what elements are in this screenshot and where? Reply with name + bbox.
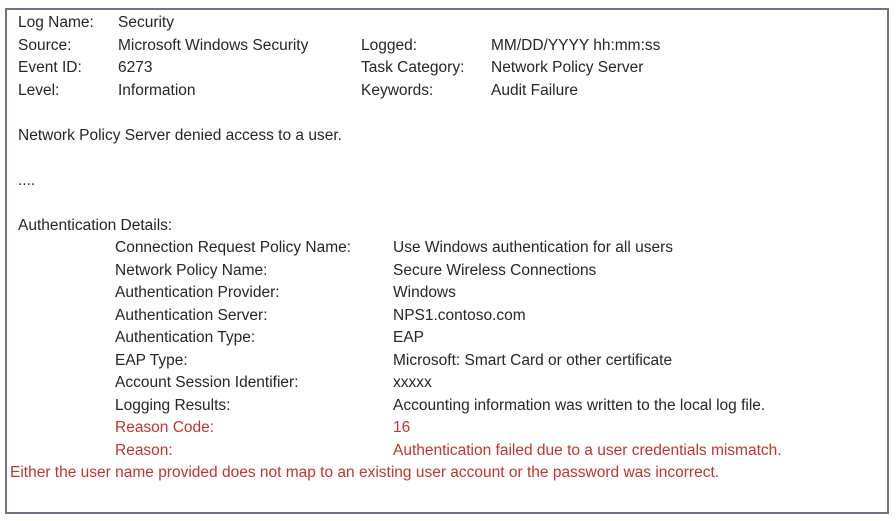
detail-label: Network Policy Name: [115,261,268,279]
event-log-frame [5,8,889,514]
spacer [10,147,887,170]
detail-value: Windows [393,284,456,301]
footer-note-line [10,462,887,485]
header-row-source [10,35,887,58]
event-id-value: 6273 [118,59,153,76]
detail-row-authentication-server [10,305,887,328]
reason-code-value: 16 [393,419,411,436]
detail-label: EAP Type: [115,351,188,369]
reason-footer-note: Either the user name provided does not map to an existing user account or the password was incorrect. [10,464,720,481]
authentication-details-title: Authentication Details: [18,216,173,234]
keywords-value: Audit Failure [491,81,579,99]
detail-label: Authentication Server: [115,306,268,324]
detail-row-eap-type [10,350,887,373]
detail-label: Connection Request Policy Name: [115,239,352,256]
header-row-event-id [10,57,887,80]
level-label: Level: [18,81,60,99]
detail-row-logging-results [10,395,887,418]
header-row-level [10,80,887,103]
log-name-label: Log Name: [18,14,94,31]
detail-label: Authentication Provider: [115,284,280,301]
spacer [10,102,887,125]
detail-value: Accounting information was written to the local log file. [393,396,766,414]
detail-label: Logging Results: [115,396,231,414]
ellipsis-line [10,170,887,193]
task-category-label: Task Category: [361,59,465,76]
header-row-log-name [10,12,887,35]
ellipsis-text: .... [18,171,36,189]
log-name-value: Security [118,14,174,31]
level-value: Information [118,81,196,99]
source-value: Microsoft Windows Security [118,36,309,54]
detail-value: NPS1.contoso.com [393,306,526,324]
detail-row-account-session-identifier [10,372,887,395]
section-title-line [10,215,887,238]
source-label: Source: [18,36,72,54]
spacer [10,192,887,215]
reason-value: Authentication failed due to a user credentials mismatch. [393,441,782,459]
detail-value: Use Windows authentication for all users [393,239,673,256]
event-log-content [7,10,887,512]
event-id-label: Event ID: [18,59,82,76]
logged-value: MM/DD/YYYY hh:mm:ss [491,36,661,54]
detail-row-network-policy-name [10,260,887,283]
detail-label: Account Session Identifier: [115,374,299,391]
detail-value: Secure Wireless Connections [393,261,597,279]
detail-row-connection-request-policy [10,237,887,260]
detail-value: Microsoft: Smart Card or other certificate [393,351,673,369]
event-description: Network Policy Server denied access to a user. [18,126,342,144]
keywords-label: Keywords: [361,81,434,99]
reason-label: Reason: [115,441,173,459]
detail-value: xxxxx [393,374,432,391]
event-description-line [10,125,887,148]
detail-row-reason [10,440,887,463]
detail-value: EAP [393,329,425,346]
reason-code-label: Reason Code: [115,419,215,436]
detail-row-authentication-type [10,327,887,350]
detail-row-authentication-provider [10,282,887,305]
logged-label: Logged: [361,36,418,54]
detail-row-reason-code [10,417,887,440]
task-category-value: Network Policy Server [491,59,644,76]
detail-label: Authentication Type: [115,329,256,346]
